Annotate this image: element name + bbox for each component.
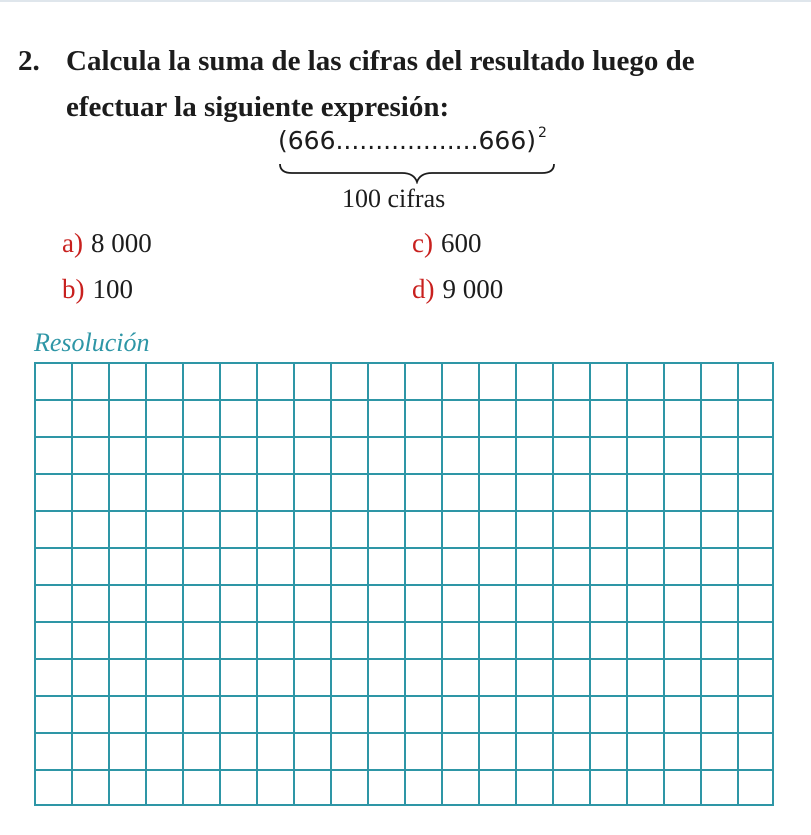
expression-base: (666..................666)	[278, 126, 536, 155]
problem-statement	[18, 38, 798, 130]
brace-label: 100 cifras	[342, 184, 446, 213]
expression-exponent: 2	[537, 125, 547, 141]
problem-line-2	[18, 84, 798, 130]
option-letter: c)	[412, 228, 433, 258]
problem-text-line1: Calcula la suma de las cifras del resultado luego de	[66, 45, 695, 77]
option-letter: b)	[62, 274, 85, 304]
option-d[interactable]	[412, 272, 503, 306]
resolution-grid[interactable]	[34, 362, 774, 806]
answer-options	[0, 226, 811, 316]
expression-base-with-exponent	[278, 126, 545, 155]
option-letter: a)	[62, 228, 83, 258]
option-value: 9 000	[442, 274, 504, 304]
option-value: 600	[440, 228, 482, 258]
option-value: 8 000	[90, 228, 152, 258]
option-letter: d)	[412, 274, 435, 304]
option-b[interactable]	[62, 272, 133, 306]
option-value: 100	[92, 274, 133, 304]
top-divider	[0, 0, 811, 2]
resolution-heading: Resolución	[34, 328, 150, 357]
problem-number: 2.	[18, 45, 40, 77]
math-expression	[278, 126, 598, 226]
problem-text-line2: efectuar la siguiente expresión:	[66, 91, 450, 123]
underbrace-icon	[278, 162, 556, 184]
option-c[interactable]	[412, 226, 481, 260]
option-a[interactable]	[62, 226, 152, 260]
problem-line-1	[18, 38, 798, 84]
